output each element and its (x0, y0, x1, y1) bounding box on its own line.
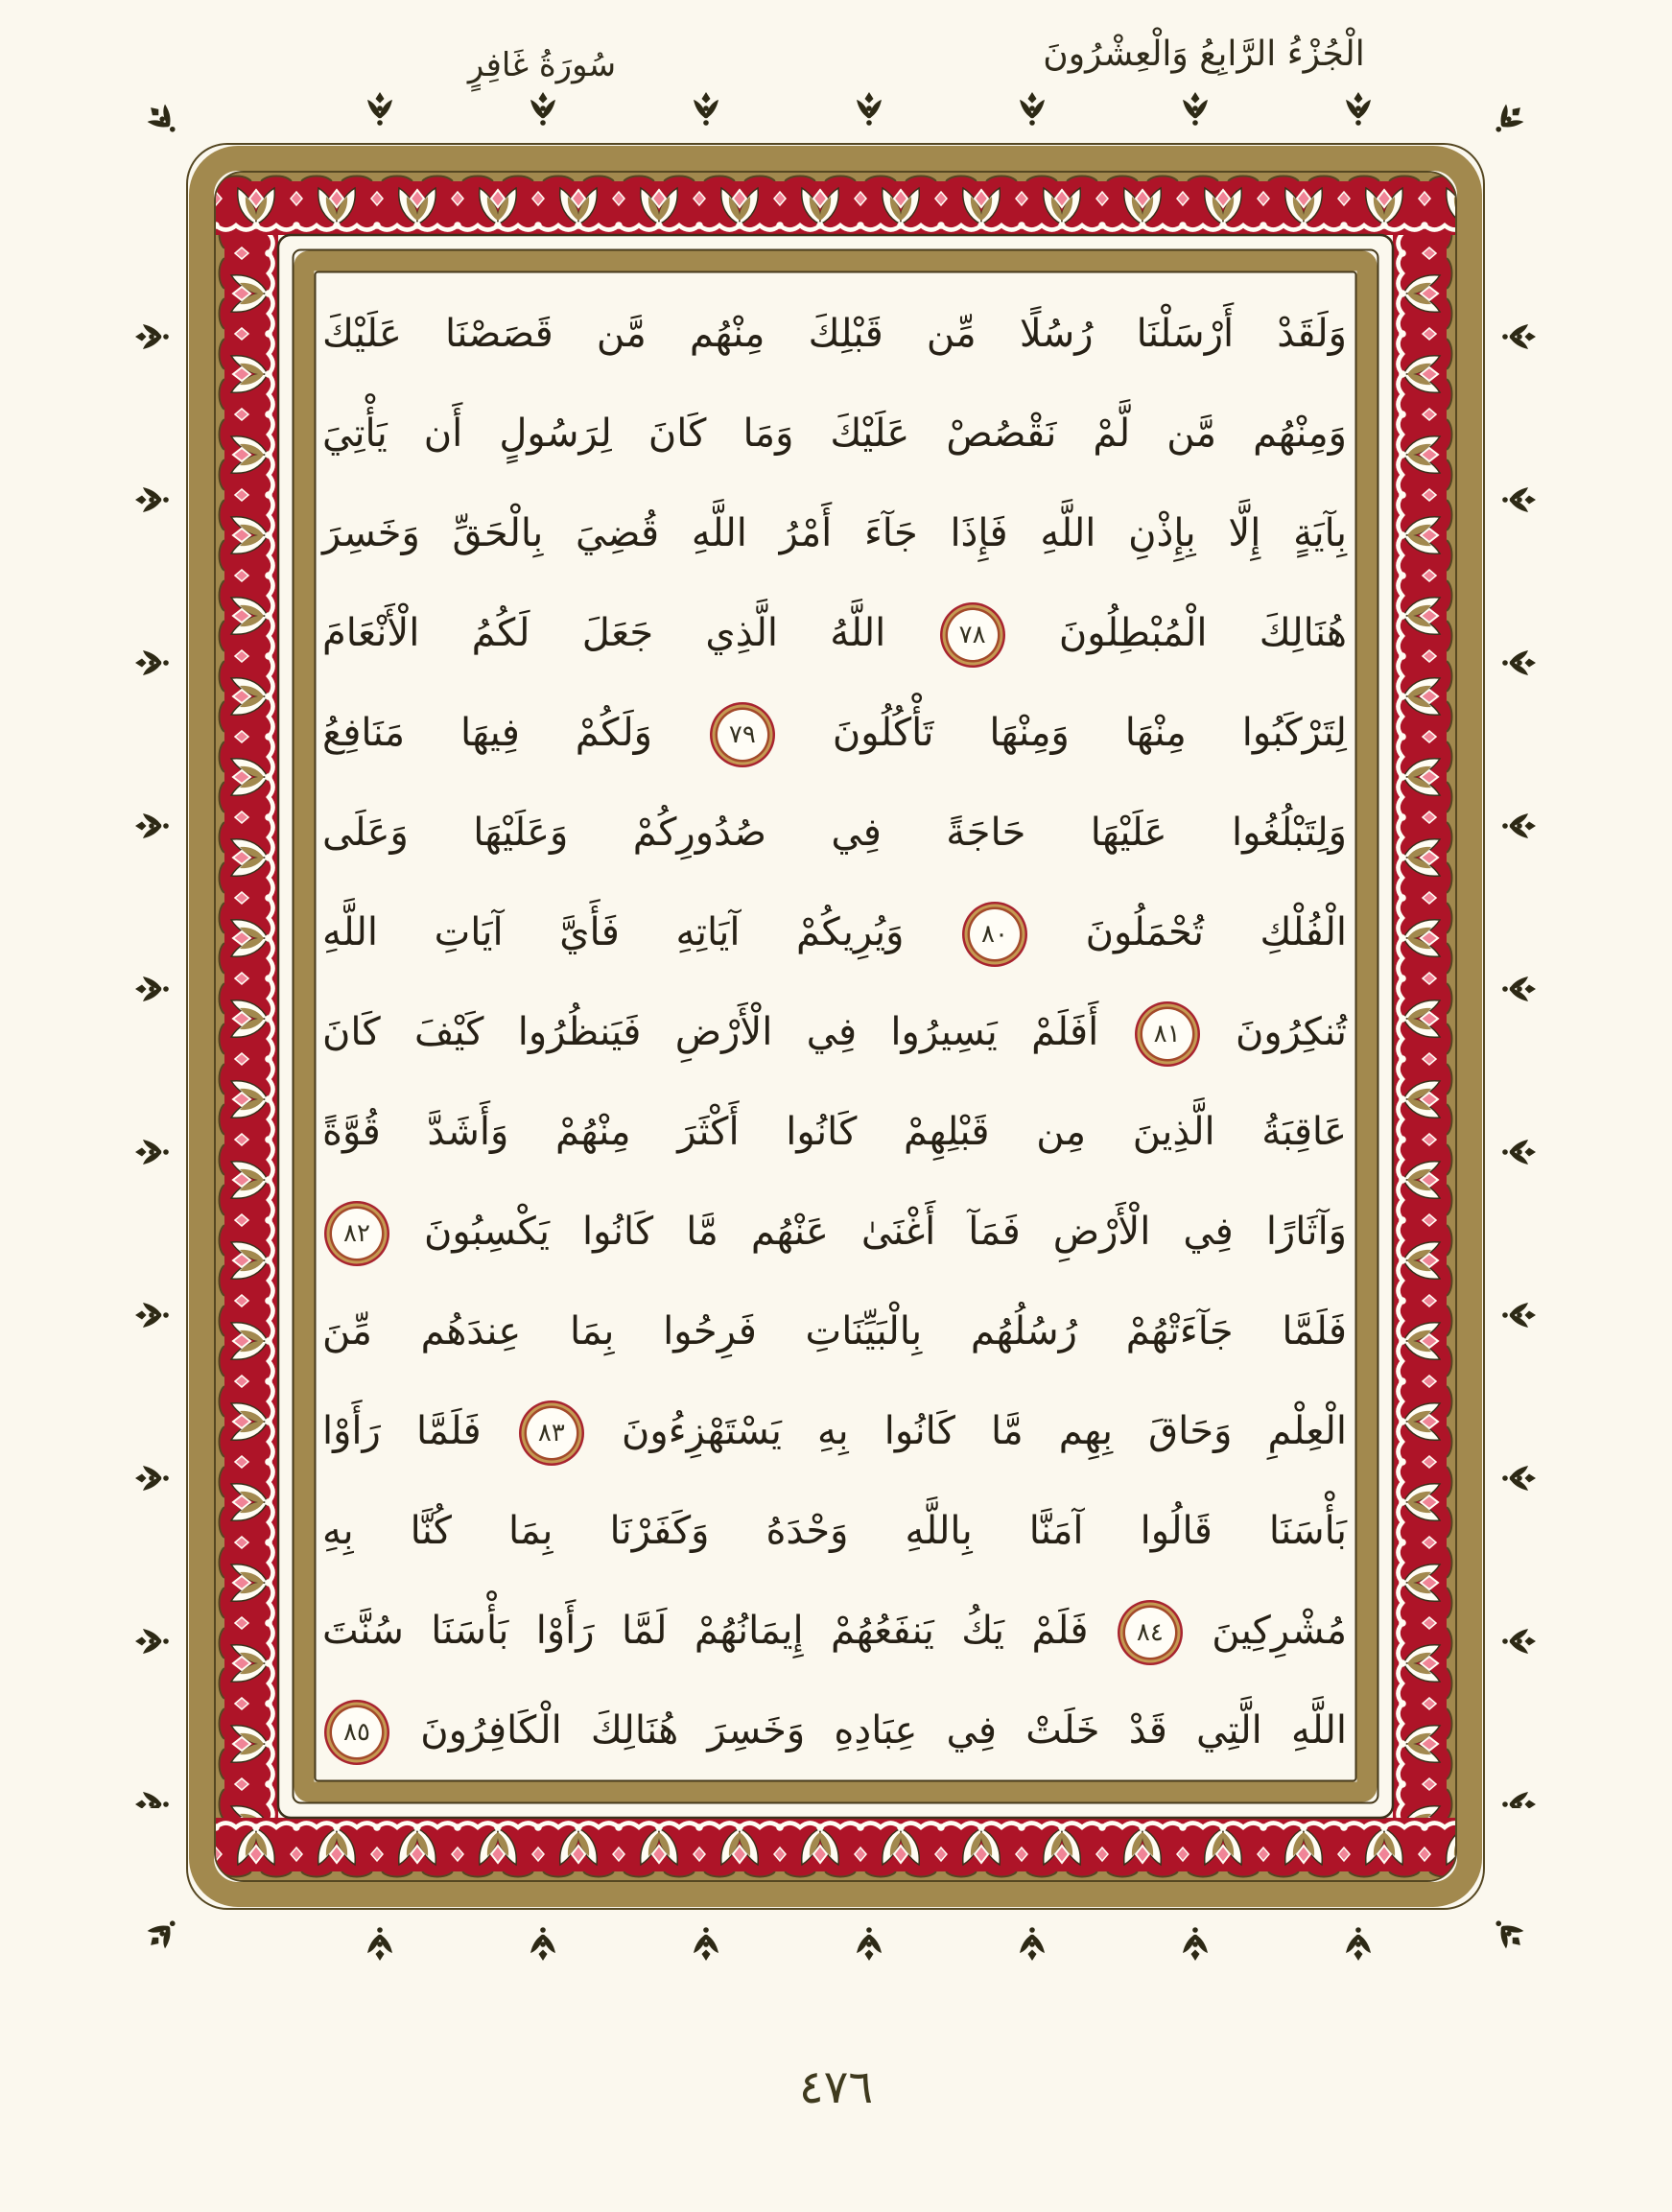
ayah-text: هُنَالِكَ الْمُبْطِلُونَ (1058, 611, 1348, 655)
quran-line (322, 1581, 1347, 1681)
quran-line (322, 1082, 1347, 1182)
verse-number: ٨٢ (343, 1219, 370, 1248)
juz-title-header: الْجُزْءُ الرَّابِعُ وَالْعِشْرُونَ (1043, 35, 1365, 74)
ayah-text: فَلَمَّا رَأَوْا (322, 1409, 482, 1453)
ayah-text: وَآثَارًا فِي الْأَرْضِ فَمَآ أَغْنَىٰ عَنْهُم مَّا كَانُوا يَكْسِبُونَ (424, 1210, 1347, 1254)
quran-line (322, 284, 1347, 384)
ayah-text: وَلِتَبْلُغُوا عَلَيْهَا حَاجَةً فِي صُدُورِكُمْ وَعَلَيْهَا وَعَلَى (322, 811, 1347, 855)
verse-number-marker (948, 610, 998, 660)
verse-number-marker (718, 710, 767, 760)
verse-number: ٨٤ (1136, 1618, 1164, 1647)
quran-line (322, 882, 1347, 982)
verse-number: ٨٠ (981, 920, 1008, 949)
quran-line (322, 1282, 1347, 1381)
ayah-text: اللَّهِ الَّتِي قَدْ خَلَتْ فِي عِبَادِهِ وَخَسِرَ هُنَالِكَ الْكَافِرُونَ (420, 1708, 1347, 1753)
quran-line (322, 1681, 1347, 1780)
ayah-text: وَلَقَدْ أَرْسَلْنَا رُسُلًا مِّن قَبْلِكَ مِنْهُم مَّن قَصَصْنَا عَلَيْكَ (322, 312, 1347, 356)
quran-line (322, 1481, 1347, 1581)
ayah-text: بِآيَةٍ إِلَّا بِإِذْنِ اللَّهِ فَإِذَا جَآءَ أَمْرُ اللَّهِ قُضِيَ بِالْحَقِّ وَخَسِرَ (322, 511, 1347, 555)
ayah-text: الْفُلْكِ تُحْمَلُونَ (1085, 910, 1348, 954)
ayah-text: عَاقِبَةُ الَّذِينَ مِن قَبْلِهِمْ كَانُوا أَكْثَرَ مِنْهُمْ وَأَشَدَّ قُوَّةً (322, 1110, 1347, 1154)
page-number: ٤٧٦ (798, 2060, 874, 2114)
ayah-text: فَلَمَّا جَآءَتْهُمْ رُسُلُهُم بِالْبَيِّنَاتِ فَرِحُوا بِمَا عِندَهُم مِّنَ (322, 1309, 1347, 1353)
verse-number-marker (332, 1707, 382, 1757)
ayah-text: مُشْرِكِينَ (1212, 1609, 1348, 1653)
verse-number: ٨١ (1153, 1020, 1181, 1048)
quran-line (322, 1381, 1347, 1481)
verse-number: ٧٩ (728, 720, 756, 749)
ayah-text: وَمِنْهُم مَّن لَّمْ نَقْصُصْ عَلَيْكَ وَمَا كَانَ لِرَسُولٍ أَن يَأْتِيَ (322, 412, 1347, 456)
ayah-text: اللَّهُ الَّذِي جَعَلَ لَكُمُ الْأَنْعَامَ (322, 611, 886, 655)
quran-line (322, 384, 1347, 483)
ayah-text: وَلَكُمْ فِيهَا مَنَافِعُ (322, 711, 652, 755)
ayah-text: لِتَرْكَبُوا مِنْهَا وَمِنْهَا تَأْكُلُونَ (832, 711, 1347, 755)
quran-line (322, 683, 1347, 783)
verse-number-marker (332, 1209, 382, 1259)
verse-number-marker (970, 909, 1020, 959)
verse-number: ٨٣ (537, 1419, 565, 1447)
quran-line (322, 783, 1347, 882)
ayah-text: فَلَمْ يَكُ يَنفَعُهُمْ إِيمَانُهُمْ لَمَّا رَأَوْا بَأْسَنَا سُنَّتَ (322, 1609, 1089, 1653)
verse-number: ٧٨ (958, 621, 986, 649)
quran-line (322, 1182, 1347, 1282)
surah-title-header: سُورَةُ غَافِرٍ (467, 46, 617, 84)
ayah-text: الْعِلْمِ وَحَاقَ بِهِم مَّا كَانُوا بِهِ يَسْتَهْزِءُونَ (622, 1409, 1348, 1453)
ayah-text: بَأْسَنَا قَالُوا آمَنَّا بِاللَّهِ وَحْدَهُ وَكَفَرْنَا بِمَا كُنَّا بِهِ (322, 1509, 1347, 1553)
quran-line (322, 583, 1347, 683)
verse-number: ٨٥ (343, 1718, 370, 1747)
verse-number-marker (1142, 1009, 1192, 1059)
quran-line (322, 982, 1347, 1082)
verse-number-marker (1125, 1608, 1175, 1658)
quran-line (322, 483, 1347, 583)
mushaf-text-block (322, 284, 1347, 1780)
verse-number-marker (527, 1408, 577, 1458)
ayah-text: وَيُرِيكُمْ آيَاتِهِ فَأَيَّ آيَاتِ اللَّهِ (322, 910, 905, 954)
ayah-text: تُنكِرُونَ (1235, 1010, 1347, 1054)
ayah-text: أَفَلَمْ يَسِيرُوا فِي الْأَرْضِ فَيَنظُرُوا كَيْفَ كَانَ (322, 1010, 1099, 1054)
